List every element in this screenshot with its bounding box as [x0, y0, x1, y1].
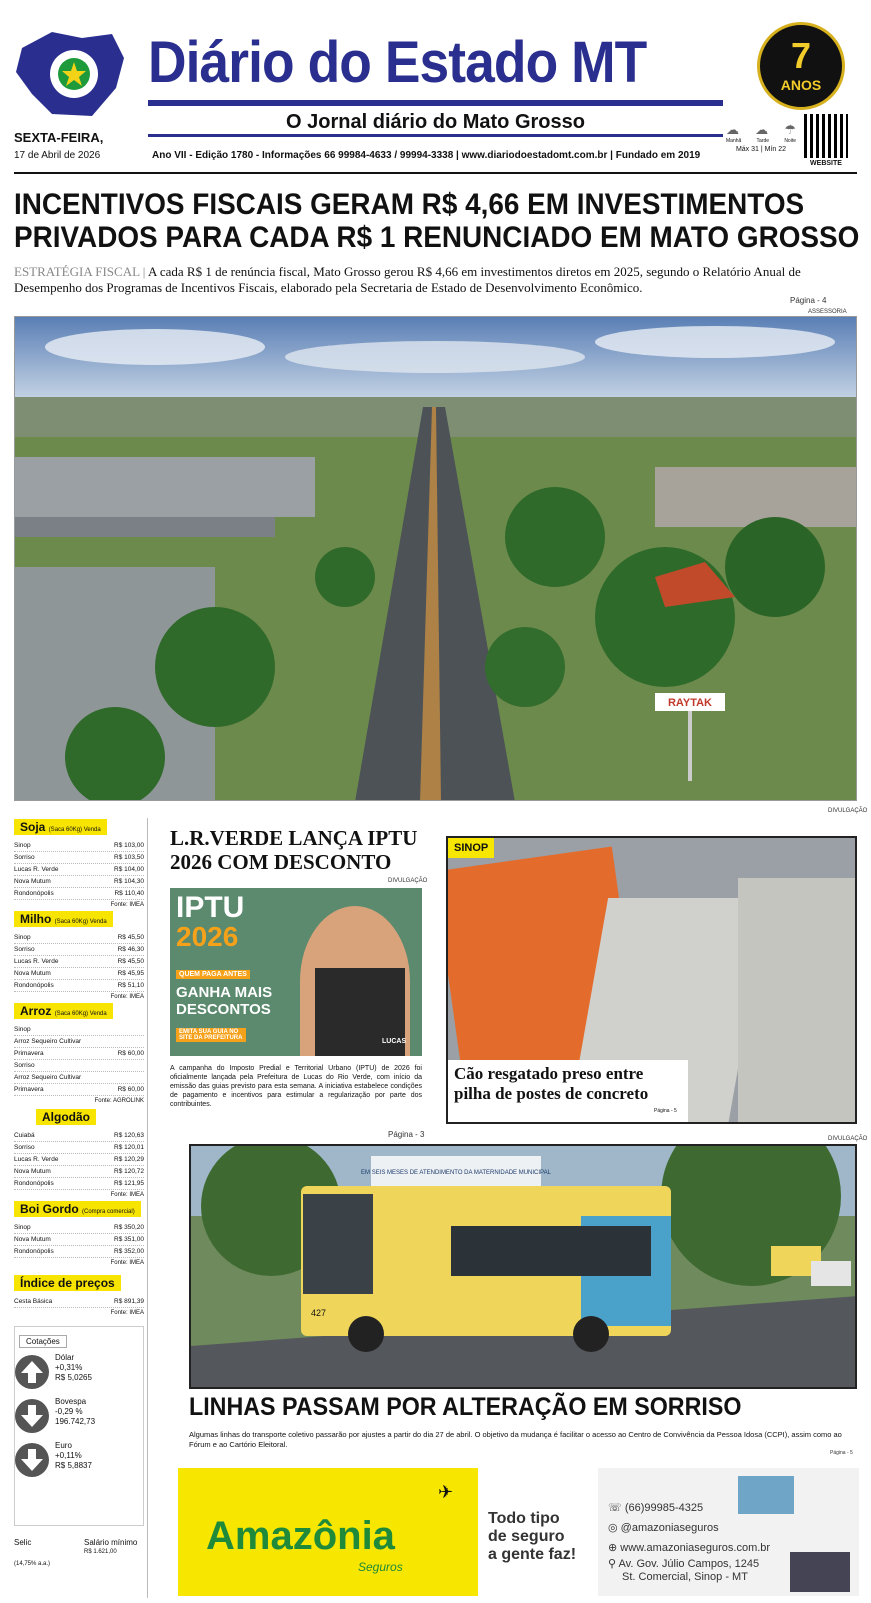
price-city: Rondonópolis — [14, 1248, 54, 1255]
ad-brand: Amazônia — [206, 1514, 395, 1558]
newspaper-subtitle: O Jornal diário do Mato Grosso — [148, 110, 723, 134]
page-ref[interactable]: Página - 5 — [830, 1450, 853, 1456]
price-row — [14, 888, 144, 900]
quote-name: Bovespa — [55, 1397, 87, 1406]
price-value: R$ 120,63 — [114, 1132, 144, 1139]
price-row — [14, 1142, 144, 1154]
bus-headline[interactable]: LINHAS PASSAM POR ALTERAÇÃO EM SORRISO — [189, 1393, 742, 1421]
iptu-year: 2026 — [176, 921, 239, 952]
page-ref[interactable]: Página - 3 — [388, 1130, 425, 1139]
price-city: Lucas R. Verde — [14, 958, 59, 965]
photo-credit: ASSESSORIA — [808, 309, 847, 315]
price-value: R$ 103,50 — [114, 854, 144, 861]
selic-value: (14,75% a.a.) — [14, 1561, 51, 1567]
price-value: R$ 103,00 — [114, 842, 144, 849]
price-city: Primavera — [14, 1050, 44, 1057]
block-title — [14, 1201, 141, 1217]
iptu-campaign-image — [170, 888, 422, 1056]
price-city: Arroz Sequeiro Cultivar — [14, 1074, 82, 1081]
billboard-text: RAYTAK — [667, 697, 713, 709]
price-value: R$ 891,39 — [114, 1298, 144, 1305]
block-title-text: Algodão — [42, 1110, 90, 1124]
price-row — [14, 1072, 144, 1084]
price-city: Cuiabá — [14, 1132, 35, 1139]
sinop-caption[interactable]: Cão resgatado preso entre pilha de postes de concreto — [448, 1060, 688, 1122]
price-value: R$ 120,01 — [114, 1144, 144, 1151]
price-city: Lucas R. Verde — [14, 1156, 59, 1163]
price-value: R$ 352,00 — [114, 1248, 144, 1255]
block-unit: (Saca 60Kg) Venda — [54, 1011, 107, 1017]
ad-car-photo — [790, 1552, 850, 1592]
price-value: R$ 104,00 — [114, 866, 144, 873]
price-value: R$ 45,50 — [117, 958, 144, 965]
sinop-rescue-photo — [446, 836, 857, 1124]
source: Fonte: IMEA — [110, 1260, 144, 1266]
ad-address: Av. Gov. Júlio Campos, 1245 — [618, 1558, 760, 1570]
masthead-divider — [14, 172, 857, 174]
source: Fonte: IMEA — [110, 994, 144, 1000]
price-row — [14, 968, 144, 980]
price-row — [14, 876, 144, 888]
block-title-text: Índice de preços — [20, 1276, 115, 1290]
price-value: R$ 46,30 — [117, 946, 144, 953]
quote-value: R$ 5,0265 — [55, 1373, 92, 1382]
price-row — [14, 944, 144, 956]
block-title-text: Arroz — [20, 1004, 52, 1018]
price-row — [14, 1060, 144, 1072]
rows — [14, 932, 144, 992]
lead-text: A cada R$ 1 de renúncia fiscal, Mato Grosso gerou R$ 4,66 em investimentos diretos em 2025, segundo o Relatório Anual de Desempenho dos Programas de Incentivos Fiscais, elaborado pela Secretaria de Estado de Desenvolvimento Econômico. — [14, 264, 801, 295]
price-value: R$ 45,50 — [117, 934, 144, 941]
rows — [14, 840, 144, 900]
arroz-block — [14, 1002, 144, 1106]
weather-icon: ☁ — [755, 122, 769, 137]
selic-label: Selic — [14, 1538, 32, 1547]
price-row — [14, 1246, 144, 1258]
market-sidebar — [14, 818, 144, 1598]
quote-change: +0,31% — [55, 1363, 83, 1372]
iptu-line1: GANHA MAIS — [176, 984, 273, 1001]
rows — [14, 1024, 144, 1096]
rates-block — [14, 1538, 144, 1567]
bus-photo — [189, 1144, 857, 1389]
price-city: Sorriso — [14, 1062, 35, 1069]
qr-label: WEBSITE — [810, 160, 842, 167]
price-city: Arroz Sequeiro Cultivar — [14, 1038, 82, 1045]
source: Fonte: IMEA — [110, 1310, 144, 1316]
cotacoes-block — [14, 1326, 144, 1526]
iptu-small: EMITA SUA GUIA NO SITE DA PREFEITURA — [176, 1028, 246, 1042]
globe-icon: ⊕ — [608, 1542, 618, 1554]
amazonia-ad[interactable] — [178, 1468, 859, 1596]
price-row — [14, 1024, 144, 1036]
weather-icon: ☂ — [784, 122, 796, 137]
price-value: R$ 120,72 — [114, 1168, 144, 1175]
block-unit: (Compra comercial) — [82, 1209, 135, 1215]
price-city: Nova Mutum — [14, 1168, 51, 1175]
price-row — [14, 1234, 144, 1246]
source: Fonte: AGROLINK — [94, 1098, 144, 1104]
price-value: R$ 121,95 — [114, 1180, 144, 1187]
section-tag: SINOP — [448, 838, 494, 858]
price-row — [14, 1048, 144, 1060]
rows — [14, 1130, 144, 1190]
price-row — [14, 864, 144, 876]
iptu-line2: DESCONTOS — [176, 1001, 271, 1018]
milho-block — [14, 910, 144, 1002]
main-lead — [14, 264, 857, 296]
source: Fonte: IMEA — [110, 902, 144, 908]
quote-name: Dólar — [55, 1353, 75, 1362]
ad-slogan-line: Todo tipo — [488, 1510, 560, 1527]
iptu-logo: LUCAS — [382, 1038, 407, 1045]
rows — [14, 1296, 144, 1308]
boi-block — [14, 1200, 144, 1268]
price-value: R$ 350,20 — [114, 1224, 144, 1231]
bus-body: Algumas linhas do transporte coletivo passarão por ajustes a partir do dia 27 de abril. O objetivo da mudança é facilitar o acesso ao Centro de Convivência da Pessoa Idosa (CCPI), assim como ao Fórum e ao Cartório Eleitoral. — [189, 1430, 842, 1449]
mato-grosso-map-logo — [12, 28, 130, 120]
ad-phone[interactable]: (66)99985-4325 — [624, 1502, 704, 1514]
whatsapp-icon: ☏ — [608, 1502, 622, 1514]
ad-slogan — [488, 1510, 576, 1564]
edition-date: 17 de Abril de 2026 — [14, 150, 101, 161]
arrow-down-icon — [15, 1443, 49, 1477]
aerial-illustration — [15, 317, 857, 801]
salario-label: Salário mínimo — [84, 1538, 138, 1547]
quote-dolar — [15, 1351, 145, 1395]
block-unit: (Saca 60Kg) Venda — [54, 919, 107, 925]
price-city: Lucas R. Verde — [14, 866, 59, 873]
page-ref[interactable]: Página - 4 — [790, 296, 827, 305]
cotacoes-title: Cotações — [19, 1335, 67, 1348]
block-title — [36, 1109, 96, 1125]
price-city: Sorriso — [14, 854, 35, 861]
indice-block — [14, 1274, 144, 1318]
price-value: R$ 60,00 — [117, 1050, 144, 1057]
quote-name: Euro — [55, 1441, 72, 1450]
newspaper-title: Diário do Estado MT — [148, 30, 647, 95]
price-value: R$ 45,95 — [117, 970, 144, 977]
price-value: R$ 60,00 — [117, 1086, 144, 1093]
badge-number: 7 — [790, 35, 812, 76]
algodao-block — [14, 1108, 144, 1200]
price-row — [14, 1154, 144, 1166]
price-city: Nova Mutum — [14, 1236, 51, 1243]
page-ref[interactable]: Página - 5 — [654, 1108, 677, 1114]
quote-change: +0,11% — [55, 1451, 82, 1460]
block-unit: (Saca 60Kg) Venda — [48, 827, 101, 833]
arrow-down-icon — [15, 1399, 49, 1433]
bus-number: 427 — [311, 1308, 327, 1318]
weather-widget — [726, 122, 796, 164]
arrow-up-icon — [15, 1355, 49, 1389]
price-city: Sorriso — [14, 946, 35, 953]
photo-credit: DIVULGAÇÃO — [828, 1136, 868, 1142]
weather-icon: ☁ — [726, 122, 739, 137]
badge-label: ANOS — [780, 77, 822, 93]
price-city: Nova Mutum — [14, 970, 51, 977]
block-title-text: Soja — [20, 820, 46, 834]
ad-website[interactable]: www.amazoniaseguros.com.br — [620, 1542, 771, 1554]
price-value: R$ 51,10 — [117, 982, 144, 989]
edition-day: SEXTA-FEIRA, — [14, 130, 104, 145]
block-title — [14, 1275, 121, 1291]
price-row — [14, 1130, 144, 1142]
sign-text: EM SEIS MESES DE ATENDIMENTO DA MATERNIDADE MUNICIPAL — [361, 1170, 551, 1176]
price-row — [14, 1296, 144, 1308]
price-city: Sorriso — [14, 1144, 35, 1151]
block-title-text: Boi Gordo — [20, 1202, 79, 1216]
price-row — [14, 1036, 144, 1048]
price-row — [14, 956, 144, 968]
instagram-icon: ◎ — [608, 1522, 618, 1534]
ad-instagram[interactable]: @amazoniaseguros — [620, 1522, 719, 1534]
iptu-big: IPTU — [176, 891, 245, 924]
block-title-text: Milho — [20, 912, 52, 926]
main-headline[interactable] — [14, 188, 860, 254]
price-row — [14, 852, 144, 864]
price-city: Sinop — [14, 934, 31, 941]
location-icon: ⚲ — [608, 1558, 617, 1570]
price-row — [14, 932, 144, 944]
ad-slogan-line: de seguro — [488, 1528, 565, 1545]
iptu-tag: QUEM PAGA ANTES — [176, 970, 250, 979]
ad-house-photo — [738, 1476, 794, 1514]
weather-label: Manhã — [726, 138, 742, 144]
price-row — [14, 1084, 144, 1096]
price-row — [14, 1166, 144, 1178]
price-city: Rondonópolis — [14, 982, 54, 989]
headline-line: PRIVADOS PARA CADA R$ 1 RENUNCIADO EM MATO GROSSO — [14, 221, 860, 254]
price-city: Rondonópolis — [14, 890, 54, 897]
weather-label: Noite — [784, 138, 796, 144]
rows — [14, 1222, 144, 1258]
airplane-icon: ✈ — [438, 1482, 454, 1502]
aerial-city-photo — [14, 316, 857, 801]
iptu-headline[interactable]: L.R.VERDE LANÇA IPTU 2026 COM DESCONTO — [170, 826, 418, 874]
price-city: Nova Mutum — [14, 878, 51, 885]
qr-code-icon[interactable] — [804, 114, 848, 158]
quote-change: -0,29 % — [55, 1407, 83, 1416]
headline-line: INCENTIVOS FISCAIS GERAM R$ 4,66 EM INVESTIMENTOS — [14, 188, 805, 221]
subtitle-underline — [148, 134, 723, 137]
price-value: R$ 104,30 — [114, 878, 144, 885]
anniversary-badge — [757, 22, 845, 110]
price-row — [14, 1222, 144, 1234]
price-city: Primavera — [14, 1086, 44, 1093]
price-city: Sinop — [14, 1224, 31, 1231]
bus-illustration — [191, 1146, 857, 1389]
quote-value: 196.742,73 — [55, 1417, 96, 1426]
iptu-body: A campanha do Imposto Predial e Territorial Urbano (IPTU) de 2026 foi oficialmente lançada pela Prefeitura de Lucas do Rio Verde, com início da emissão das guias previsto para esta semana. A iniciativa estabelece condições de pagamento e incentivos para estimular a regularização por parte dos contribuintes. — [170, 1065, 422, 1108]
column-divider — [147, 818, 148, 1598]
price-city: Cesta Básica — [14, 1298, 53, 1305]
price-value: R$ 110,40 — [114, 890, 144, 897]
ad-slogan-line: a gente faz! — [488, 1546, 577, 1563]
ad-address: St. Comercial, Sinop - MT — [622, 1571, 748, 1583]
price-city: Sinop — [14, 842, 31, 849]
block-title — [14, 819, 107, 835]
photo-credit: DIVULGAÇÃO — [828, 808, 868, 814]
price-value: R$ 120,29 — [114, 1156, 144, 1163]
photo-credit: DIVULGAÇÃO — [388, 878, 428, 884]
masthead — [0, 0, 871, 180]
edition-info: Ano VII - Edição 1780 - Informações 66 99984-4633 / 99994-3338 | www.diariodoestadomt.com.br | Fundado em 2019 — [152, 150, 701, 161]
kicker: ESTRATÉGIA FISCAL | — [14, 264, 146, 279]
title-underline — [148, 100, 723, 106]
weather-temp: Máx 31 | Mín 22 — [735, 146, 787, 153]
price-row — [14, 1178, 144, 1190]
price-row — [14, 980, 144, 992]
weather-label: Tarde — [756, 138, 770, 144]
quote-euro — [15, 1439, 145, 1483]
block-title — [14, 1003, 113, 1019]
source: Fonte: IMEA — [110, 1192, 144, 1198]
soja-block — [14, 818, 144, 910]
quote-bovespa — [15, 1395, 145, 1439]
price-row — [14, 840, 144, 852]
quote-value: R$ 5,8837 — [55, 1461, 92, 1470]
price-value: R$ 351,00 — [114, 1236, 144, 1243]
salario-value: R$ 1.621,00 — [84, 1549, 117, 1555]
block-title — [14, 911, 113, 927]
ad-brand-sub: Seguros — [358, 1560, 403, 1574]
price-city: Sinop — [14, 1026, 31, 1033]
price-city: Rondonópolis — [14, 1180, 54, 1187]
